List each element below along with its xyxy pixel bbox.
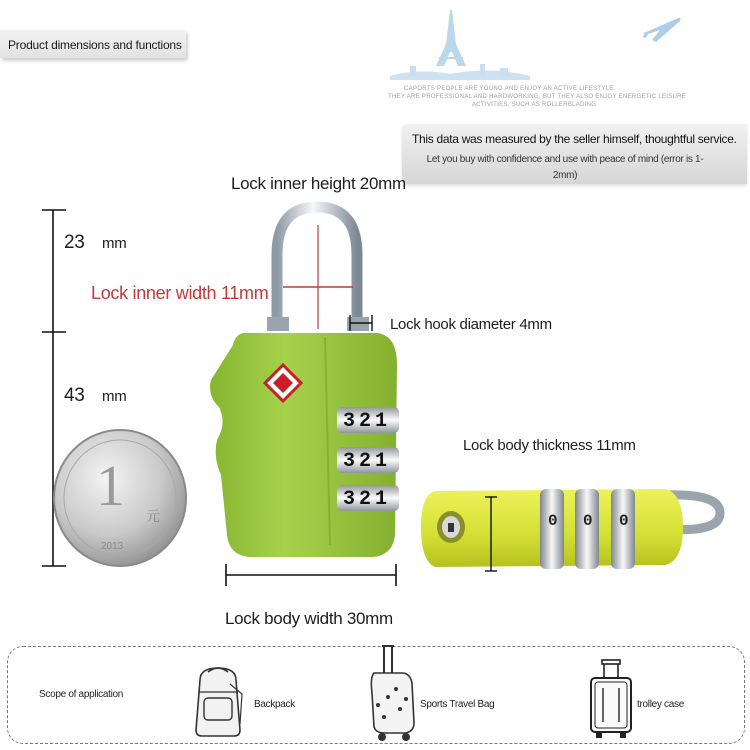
lock-front-image [205,195,415,570]
side-dial-3: 0 [619,512,629,530]
height-bottom-unit: mm [102,388,127,405]
rolling-bag-icon [366,643,420,743]
body-thickness-label: Lock body thickness 11mm [463,437,636,454]
body-width-label: Lock body width 30mm [225,609,393,628]
trolley-case-icon [586,658,636,742]
hook-diameter-label: Lock hook diameter 4mm [390,316,552,333]
application-heading: Scope of application [39,689,124,700]
application-item-backpack: Backpack [254,699,295,710]
tagline-2: THEY ARE PROFESSIONAL AND HARDWORKING, BUT THEY ALSO ENJOY ENERGETIC LEISURE [388,94,687,100]
inner-height-label: Lock inner height 20mm [231,174,406,193]
dial-row-3[interactable]: 321 [343,488,392,511]
seller-note-main: This data was measured by the seller himself, thoughtful service. [412,132,737,146]
dial-row-2[interactable]: 321 [343,450,392,473]
coin-unit: 元 [146,508,160,524]
coin-year: 2013 [101,541,124,552]
application-item-trolley-case: trolley case [637,699,684,710]
dial-row-1[interactable]: 321 [343,410,392,433]
height-top-value: 23 [64,232,85,253]
backpack-icon [190,664,246,740]
tagline-1: CAPORTS PEOPLE ARE YOUNG AND ENJOY AN ACTIVE LIFESTYLE. [404,86,616,92]
page-title: Product dimensions and functions [8,38,182,52]
airplane-icon [638,12,684,48]
application-item-sports-bag: Sports Travel Bag [420,699,495,710]
width-dimension-line [222,562,402,590]
height-bottom-value: 43 [64,385,85,406]
lock-side-image [415,465,725,580]
inner-width-label: Lock inner width 11mm [91,283,269,303]
coin-value: 1 [96,453,125,518]
seller-note-sub: Let you buy with confidence and use with peace of mind (error is 1-2mm) [426,154,704,181]
side-dial-2: 0 [583,512,593,530]
side-dial-1: 0 [548,512,558,530]
tagline-3: ACTIVITIES, SUCH AS ROLLERBLADING. [472,102,599,108]
height-top-unit: mm [102,235,127,252]
